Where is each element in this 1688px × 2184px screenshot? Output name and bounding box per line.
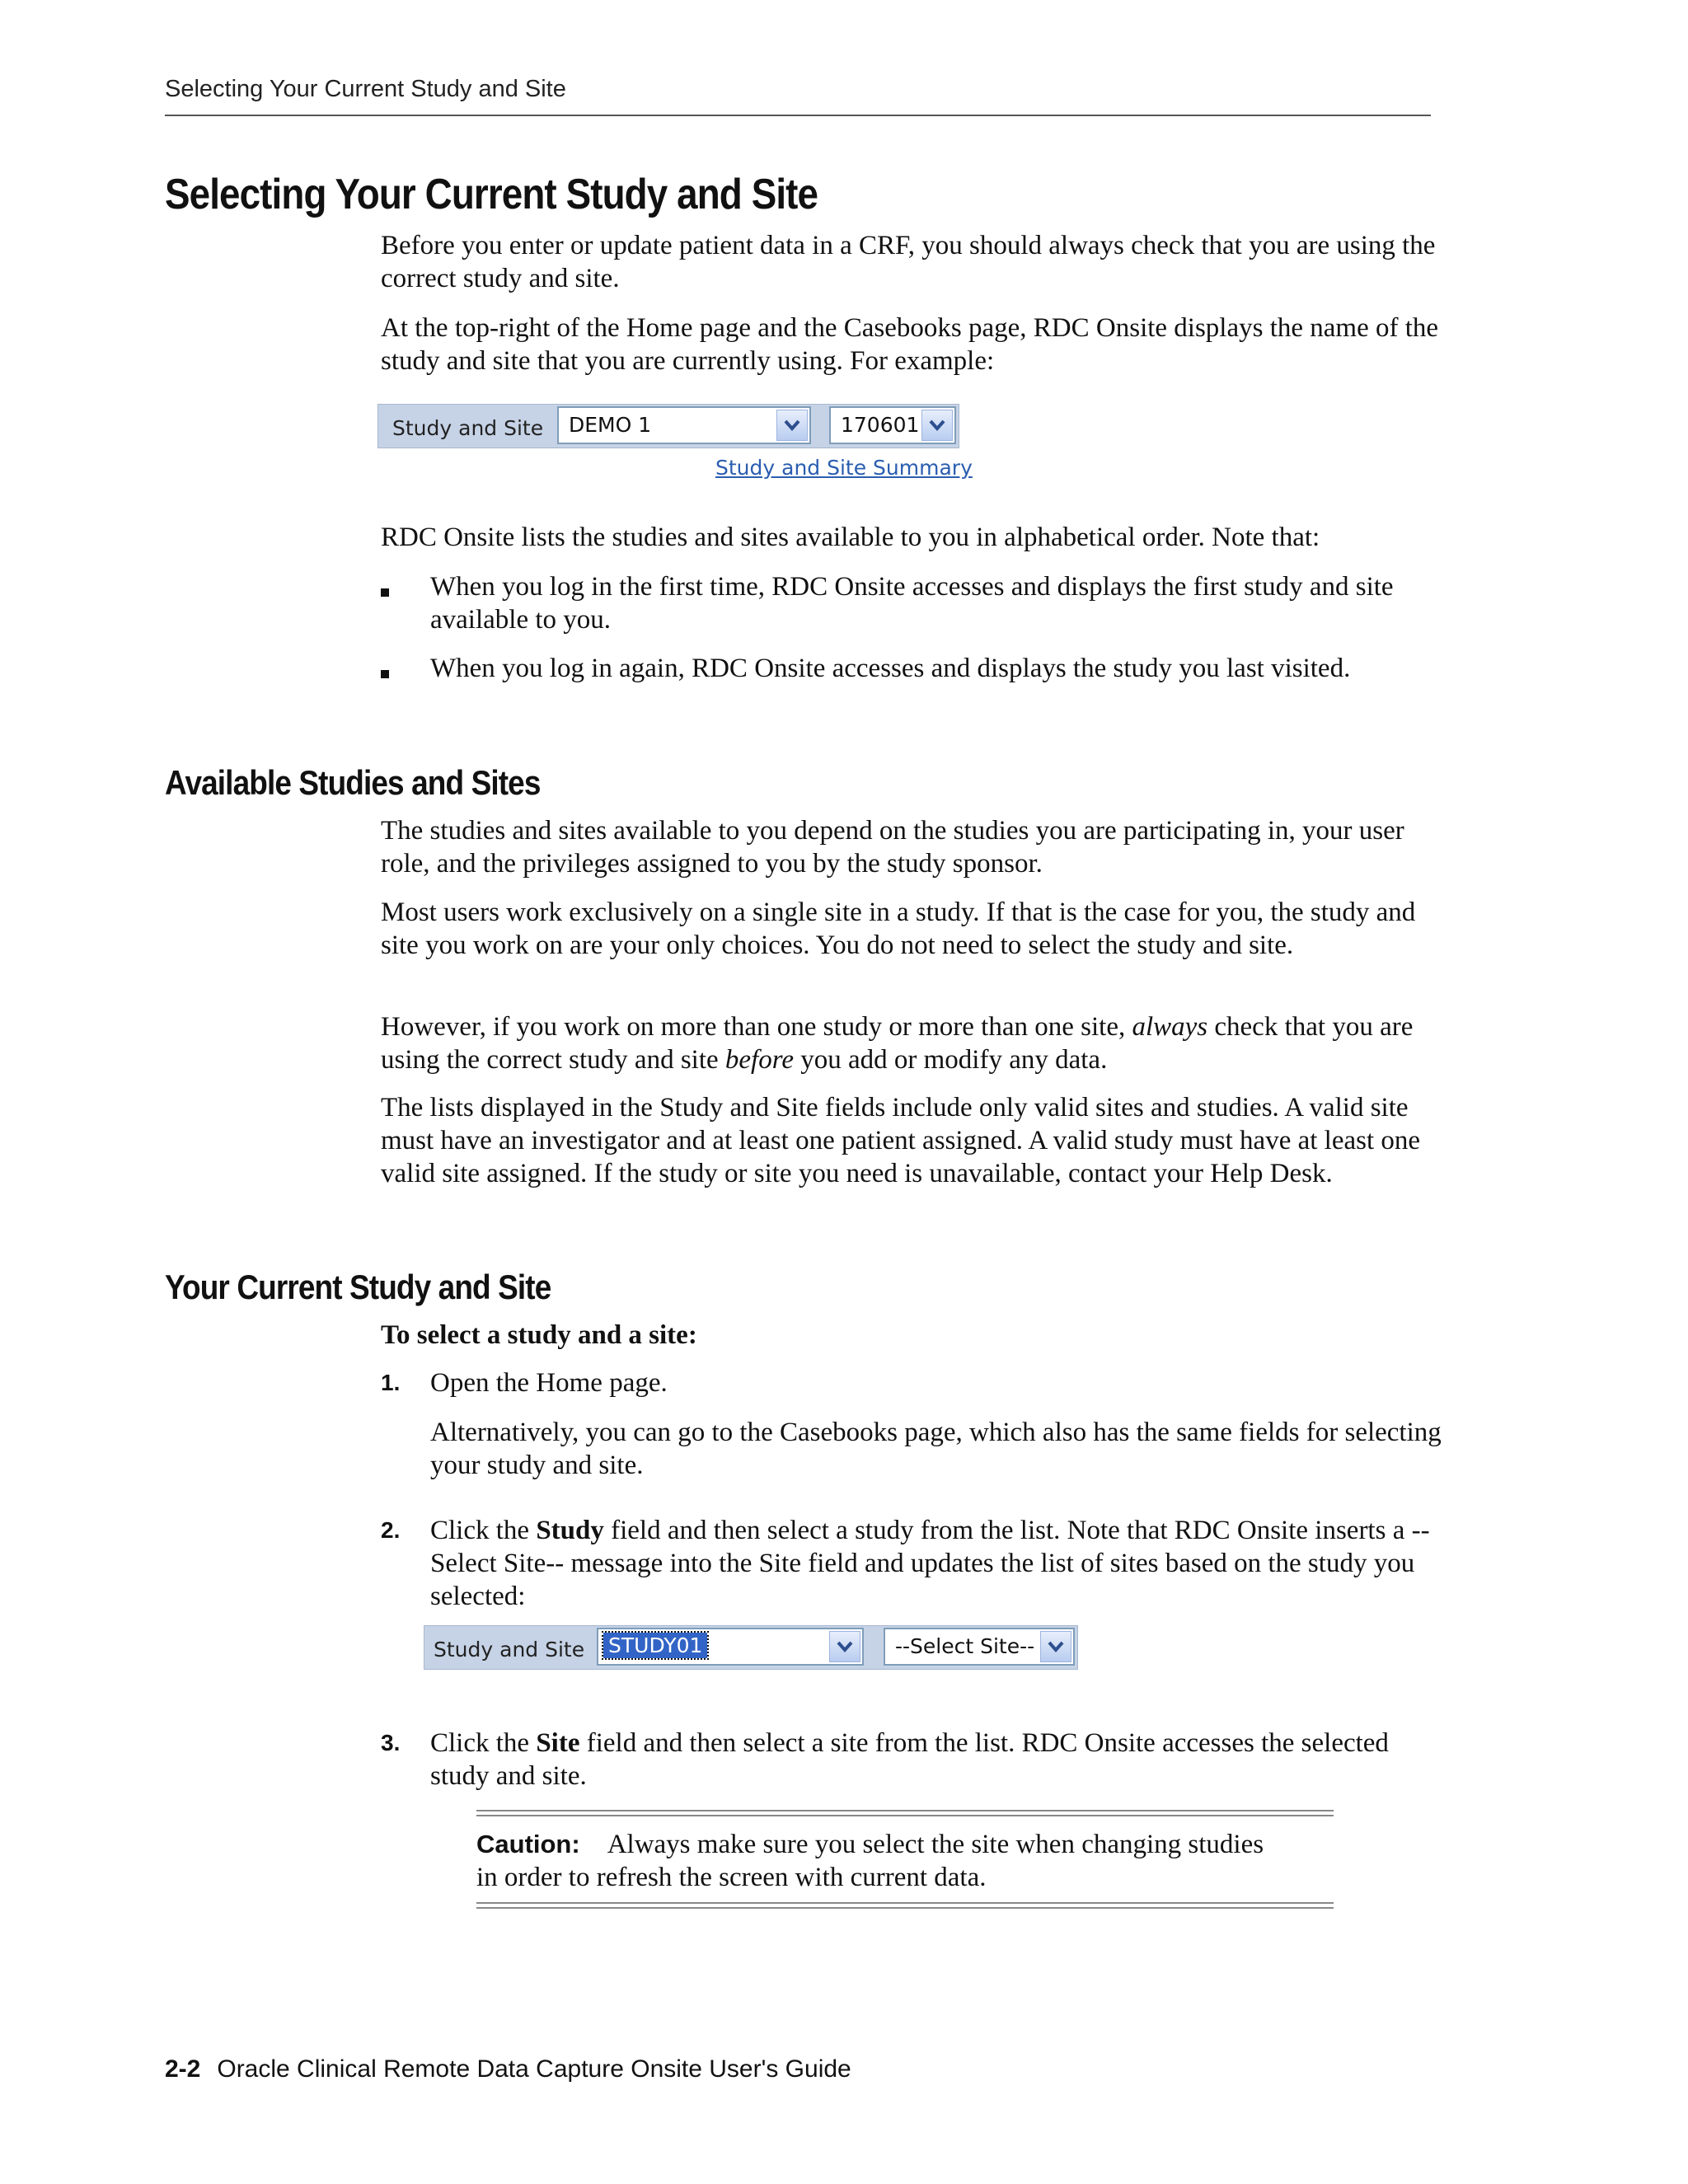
step-3-text: Click the Site field and then select a site from the list. RDC Onsite accesses the selected study and site.: [430, 1728, 1389, 1791]
bullet-marker: [381, 588, 389, 597]
site-dropdown[interactable]: [884, 1628, 1075, 1666]
list-intro: RDC Onsite lists the studies and sites available to you in alphabetical order. Note that:: [381, 523, 1320, 552]
study-dropdown-value: STUDY01: [603, 1633, 707, 1658]
page-title: Selecting Your Current Study and Site: [165, 171, 818, 218]
bullet-marker: [381, 670, 389, 678]
step-number: 2.: [381, 1517, 401, 1543]
caution-bottom-rule: [476, 1907, 1334, 1909]
intro-paragraph-2: At the top-right of the Home page and the Casebooks page, RDC Onsite displays the name of the study and site that you are currently using. For example:: [381, 313, 1439, 376]
page-footer: [165, 2055, 851, 2083]
section-heading-available: Available Studies and Sites: [165, 763, 541, 802]
step-2-text: Click the Study field and then select a study from the list. Note that RDC Onsite inserts a --Select Site-- message into the Site field and updates the list of sites based on the study you selected:: [430, 1516, 1430, 1611]
caution-bottom-rule: [476, 1902, 1334, 1904]
study-dropdown-value: DEMO 1: [569, 413, 652, 437]
study-site-summary-link[interactable]: Study and Site Summary: [715, 456, 973, 480]
chevron-down-icon[interactable]: [921, 410, 953, 441]
page-number: 2-2: [165, 2055, 201, 2083]
step-1-text: Open the Home page.: [430, 1368, 668, 1398]
study-site-label: Study and Site: [392, 416, 544, 440]
chevron-down-icon[interactable]: [776, 410, 808, 441]
bullet-item: When you log in again, RDC Onsite accesses and displays the study you last visited.: [430, 654, 1351, 683]
book-title: Oracle Clinical Remote Data Capture Onsite User's Guide: [217, 2055, 851, 2083]
chevron-down-icon[interactable]: [829, 1631, 860, 1662]
chevron-down-icon[interactable]: [1040, 1631, 1071, 1662]
intro-paragraph-1: Before you enter or update patient data in a CRF, you should always check that you are using the correct study and site.: [381, 231, 1436, 293]
available-paragraph-4: The lists displayed in the Study and Site fields include only valid sites and studies. A valid site must have an investigator and at least one patient assigned. A valid study must have at least one valid site assigned. If the study or site you need is unavailable, contact your Help Desk.: [381, 1093, 1421, 1188]
step-number: 1.: [381, 1370, 401, 1395]
caution-top-rule: [476, 1815, 1334, 1816]
header-divider: [165, 115, 1431, 116]
study-dropdown[interactable]: [597, 1628, 864, 1666]
step-number: 3.: [381, 1730, 401, 1755]
study-dropdown[interactable]: [557, 406, 811, 444]
caution-note: [476, 1828, 1268, 1894]
procedure-title: To select a study and a site:: [381, 1320, 697, 1350]
available-paragraph-1: The studies and sites available to you depend on the studies you are participating in, your user role, and the privileges assigned to you by the study sponsor.: [381, 816, 1404, 879]
section-heading-current: Your Current Study and Site: [165, 1268, 551, 1306]
running-head: Selecting Your Current Study and Site: [165, 76, 566, 102]
site-dropdown[interactable]: [829, 406, 956, 444]
site-dropdown-value: --Select Site--: [895, 1634, 1035, 1658]
study-site-label: Study and Site: [434, 1638, 585, 1661]
bullet-item: When you log in the first time, RDC Onsite accesses and displays the first study and site available to you.: [430, 572, 1394, 635]
step-1-note: Alternatively, you can go to the Casebooks page, which also has the same fields for selecting your study and site.: [430, 1418, 1442, 1480]
caution-top-rule: [476, 1810, 1334, 1811]
caution-text: Always make sure you select the site when changing studies in order to refresh the screen with current data.: [476, 1830, 1264, 1892]
caution-label: Caution:: [476, 1830, 580, 1858]
site-dropdown-value: 170601: [841, 413, 920, 437]
available-paragraph-3: However, if you work on more than one study or more than one site, always check that you are using the correct study and site before you add or modify any data.: [381, 1012, 1414, 1075]
available-paragraph-2: Most users work exclusively on a single site in a study. If that is the case for you, the study and site you work on are your only choices. You do not need to select the study and site.: [381, 898, 1416, 960]
